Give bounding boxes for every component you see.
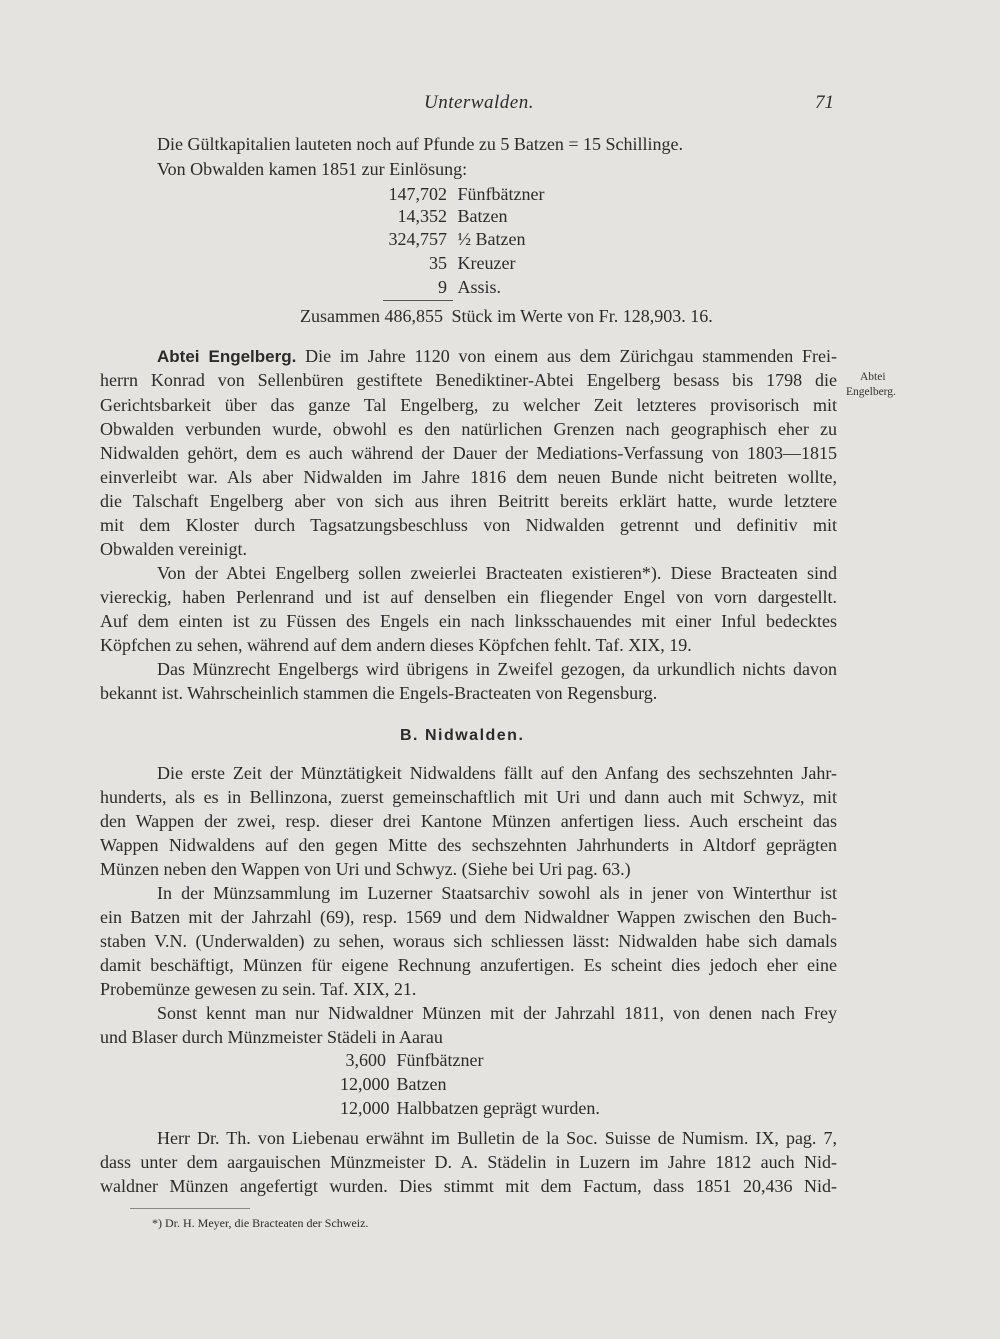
table-unit: Halbbatzen geprägt wurden.: [396, 1098, 600, 1118]
table-total: [300, 305, 713, 327]
text-span: Die im Jahre 1120 von einem aus dem Zürichgau stammenden Frei-: [305, 346, 837, 366]
sum-rule: [383, 300, 453, 301]
table-qty: 35: [429, 253, 447, 273]
table-qty: 3,600: [345, 1050, 386, 1070]
paragraph-line: hunderts, als es in Bellinzona, zuerst gemeinschaftlich mit Uri und dann auch mit Schwyz, mit: [100, 787, 837, 807]
margin-note: Abtei: [860, 371, 886, 383]
paragraph-line: die Talschaft Engelberg aber von sich aus ihren Beitritt bereits erklärt hatte, wurde letztere: [100, 491, 837, 511]
footnote-rule: [130, 1208, 250, 1209]
table-row: [375, 276, 501, 298]
paragraph-line: Obwalden vereinigt.: [100, 539, 247, 559]
total-qty: 486,855: [384, 306, 443, 326]
paragraph-line: Nidwalden gehört, dem es auch während der Dauer der Mediations-Verfassung von 1803—1815: [100, 443, 837, 463]
paragraph-line: bekannt ist. Wahrscheinlich stammen die Engels-Bracteaten von Regensburg.: [100, 683, 658, 703]
paragraph-line: Das Münzrecht Engelbergs wird übrigens in Zweifel gezogen, da urkundlich nichts davon: [157, 659, 837, 679]
paragraph-line: In der Münzsammlung im Luzerner Staatsarchiv sowohl als in jener von Winterthur ist: [157, 883, 837, 903]
page-number: 71: [815, 92, 834, 113]
table-unit: ½ Batzen: [457, 229, 526, 249]
table-unit: Fünfbätzner: [396, 1050, 484, 1070]
table-row: [340, 1073, 446, 1095]
paragraph-line: Münzen neben den Wappen von Uri und Schwyz. (Siehe bei Uri pag. 63.): [100, 859, 631, 879]
table-unit: Batzen: [457, 206, 508, 226]
table-qty: 14,352: [397, 206, 447, 226]
table-unit: Fünfbätzner: [457, 184, 545, 204]
total-label: Zusammen: [300, 306, 380, 326]
paragraph-line: und Blaser durch Münzmeister Städeli in Aarau: [100, 1027, 443, 1047]
paragraph-line: Auf dem einten ist zu Füssen des Engels ein nach linksschauendes mit einer Inful bedecktes: [100, 611, 837, 631]
paragraph-line: Köpfchen zu sehen, während auf dem andern dieses Köpfchen fehlt. Taf. XIX, 19.: [100, 635, 692, 655]
table-qty: 324,757: [388, 229, 447, 249]
paragraph-line: [157, 345, 837, 367]
paragraph-line: dass unter dem aargauischen Münzmeister D. A. Städelin in Luzern im Jahre 1812 auch Nid-: [100, 1152, 837, 1172]
table-qty: 12,000: [340, 1098, 390, 1118]
table-row: [375, 205, 507, 227]
paragraph-line: den Wappen der zwei, resp. dieser drei Kantone Münzen anfertigen liess. Auch erscheint das: [100, 811, 837, 831]
paragraph-line: herrn Konrad von Sellenbüren gestiftete Benediktiner-Abtei Engelberg besass bis 1798 die: [100, 370, 837, 390]
paragraph-line: Sonst kennt man nur Nidwaldner Münzen mit der Jahrzahl 1811, von denen nach Frey: [157, 1003, 837, 1023]
paragraph-line: Die erste Zeit der Münztätigkeit Nidwaldens fällt auf den Anfang des sechszehnten Jahr-: [157, 763, 837, 783]
paragraph-line: einverleibt war. Als aber Nidwalden im Jahre 1816 dem neuen Bunde nicht beitreten wollte,: [100, 467, 837, 487]
paragraph-line: Herr Dr. Th. von Liebenau erwähnt im Bulletin de la Soc. Suisse de Numism. IX, pag. 7,: [157, 1128, 837, 1148]
paragraph-line: mit dem Kloster durch Tagsatzungsbeschluss von Nidwalden getrennt und definitiv mit: [100, 515, 837, 535]
running-title: Unterwalden.: [424, 92, 534, 113]
table-row: [340, 1049, 483, 1071]
paragraph-line: Von der Abtei Engelberg sollen zweierlei Bracteaten existieren*). Diese Bracteaten sind: [157, 563, 837, 583]
paragraph-line: viereckig, haben Perlenrand und ist auf denselben ein fliegender Engel von vorn dargestellt.: [100, 587, 837, 607]
intro-line: Von Obwalden kamen 1851 zur Einlösung:: [157, 159, 468, 179]
table-row: [340, 1097, 600, 1119]
table-unit: Assis.: [457, 277, 502, 297]
paragraph-line: Gerichtsbarkeit über das ganze Tal Engelberg, zu welcher Zeit letzteres provisorisch mit: [100, 395, 837, 415]
margin-note: Engelberg.: [846, 386, 896, 398]
paragraph-line: Obwalden verbunden wurde, obwohl es den natürlichen Grenzen nach geographisch eher zu: [100, 419, 837, 439]
total-text: Stück im Werte von Fr. 128,903. 16.: [451, 306, 713, 326]
intro-line: Die Gültkapitalien lauteten noch auf Pfunde zu 5 Batzen = 15 Schillinge.: [157, 134, 684, 154]
table-row: [375, 252, 515, 274]
table-qty: 147,702: [388, 184, 447, 204]
section-heading: B. Nidwalden.: [400, 727, 525, 744]
table-unit: Kreuzer: [457, 253, 516, 273]
table-qty: 9: [438, 277, 447, 297]
table-row: [375, 228, 525, 250]
paragraph-line: staben V.N. (Underwalden) zu sehen, woraus sich schliessen lässt: Nidwalden habe sich damals: [100, 931, 837, 951]
footnote: *) Dr. H. Meyer, die Bracteaten der Schweiz.: [152, 1216, 369, 1230]
paragraph-line: damit beschäftigt, Münzen für eigene Rechnung anzufertigen. Es scheint dies jedoch eher eine: [100, 955, 837, 975]
paragraph-line: Probemünze gewesen zu sein. Taf. XIX, 21.: [100, 979, 417, 999]
paragraph-line: waldner Münzen angefertigt wurden. Dies stimmt mit dem Factum, dass 1851 20,436 Nid-: [100, 1176, 837, 1196]
paragraph-line: Wappen Nidwaldens auf den gegen Mitte des sechszehnten Jahrhunderts in Altdorf geprägten: [100, 835, 837, 855]
paragraph-line: ein Batzen mit der Jahrzahl (69), resp. 1569 und dem Nidwaldner Wappen zwischen den Buch-: [100, 907, 837, 927]
table-unit: Batzen: [396, 1074, 447, 1094]
table-row: [375, 183, 544, 205]
table-qty: 12,000: [340, 1074, 390, 1094]
section-heading-inline: Abtei Engelberg.: [157, 347, 297, 366]
